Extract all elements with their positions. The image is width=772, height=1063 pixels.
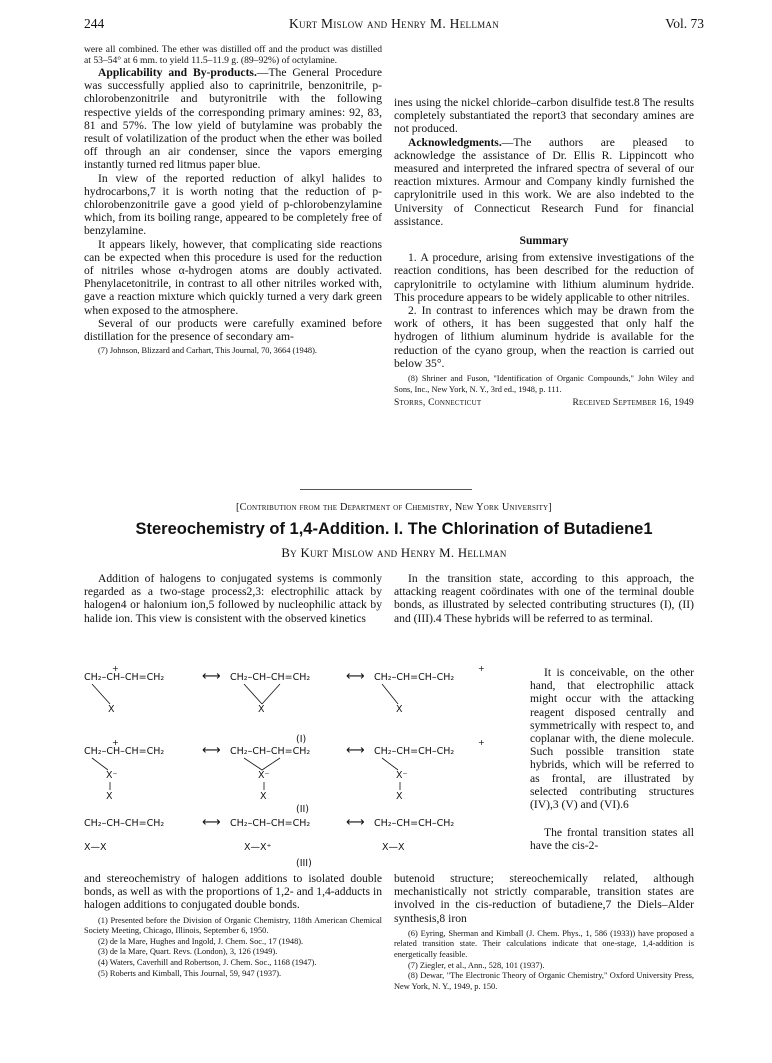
- halogen-pair-3: X—X: [382, 842, 405, 853]
- applicability-text: —The General Procedure was successfully applied also to caprinitrile, benzonitrile, p-chlorobenzonitrile and butyronitrile with the following respective yields of the corresponding primary amines: 92, 83, 81 and 57%. The low yield of butylamine was probably the result of volatilization of the product when the ether was boiled off through an air condenser, since the vapors emerging instantly turned red litmus paper blue.: [84, 66, 382, 172]
- resonance-scheme: [84, 666, 524, 842]
- acknowledgments-paragraph: [394, 136, 694, 228]
- frontal-continued: [530, 826, 694, 852]
- structure-I-2: CH₂–CH–CH=CH₂: [230, 672, 311, 683]
- bottom-right-column: [394, 872, 694, 992]
- summary-point-2: 2. In contrast to inferences which may be drawn from the work of others, it has been suggested that only half the hydrogen of lithium aluminum hydride is available for the reduction of the cyano group, when the reaction is carried out below 35°.: [394, 304, 694, 370]
- halogen-X: X: [84, 842, 91, 853]
- charge-plus: +: [478, 738, 485, 747]
- halogen-X: X: [260, 791, 267, 802]
- structure-III-2: CH₂–CH–CH=CH₂: [230, 818, 311, 829]
- structure-II-1: CH₂–CH–CH=CH₂: [84, 746, 165, 757]
- volume-label: Vol. 73: [665, 16, 704, 31]
- structure-I-1: CH₂–CH–CH=CH₂: [84, 672, 165, 683]
- secondary-amines-paragraph: Several of our products were carefully examined before distillation for the presence of secondary am-: [84, 316, 382, 344]
- halogen-X: X: [106, 791, 113, 802]
- butenoid-paragraph: butenoid structure; stereochemically related, although mechanistically not strictly comparable, transition states are involved in the cis-reduction of butadiene,7 the Diels–Alder synthesis,8 iron: [394, 872, 694, 925]
- structure-I-3: CH₂–CH=CH–CH₂: [374, 672, 455, 683]
- label-III: (III): [296, 858, 312, 869]
- side-reactions-paragraph: It appears likely, however, that complicating side reactions can be expected when this procedure is used for the reduction of nitriles whose α-hydrogen atoms are doubly activated. Phenylacetonitrile, in contrast to all other nitriles worked with, gave a reaction mixture which quickly turned a very dark green when exposed to the atmosphere.: [84, 237, 382, 317]
- halide-X-minus: X⁻: [106, 770, 118, 781]
- halogen-X: X: [100, 842, 107, 853]
- intro-left-paragraph: Addition of halogens to conjugated systems is commonly regarded as a two-stage process2,3: electrophilic attack by halogen4 or halonium ion,5 followed by nucleophilic attack by halide ion. This view is consistent with the observed kinetics: [84, 572, 382, 625]
- halogen-X-plus: X⁺: [260, 842, 272, 853]
- charge-plus: +: [478, 666, 485, 673]
- frontal-paragraph: It is conceivable, on the other hand, that electrophilic attack might occur with the attacking reagent disposed centrally and symmetrically with respect to, and coplanar with, the diene molecule. Such possible transition state hybrids, which will be referred to as frontal, are illustrated by selected contributing structures (IV),3 (V) and (VI).6: [530, 666, 694, 812]
- frontal-cis-paragraph: The frontal transition states all have the cis-2-: [530, 826, 694, 853]
- footnotes-left: [84, 916, 382, 980]
- charge-plus: +: [112, 738, 119, 747]
- signature-line: [394, 397, 694, 410]
- halide-X-minus: X⁻: [396, 770, 408, 781]
- acknowledgments-text: —The authors are pleased to acknowledge the assistance of Dr. Ellis R. Lippincott who measured and interpreted the infrared spectra of several of our reaction mixtures. Armour and Company kindly furnished the caprylonitrile used in this work. We are also indebted to the University of Connecticut Research Fund for financial assistance.: [394, 135, 694, 228]
- charge-plus: +: [112, 666, 119, 673]
- resonance-arrow: ⟷: [346, 815, 365, 830]
- place: Storrs, Connecticut: [394, 398, 482, 409]
- footnote-8b: (8) Dewar, "The Electronic Theory of Organic Chemistry," Oxford University Press, New York, N. Y., 1949, p. 150.: [394, 971, 694, 991]
- received-date: Received September 16, 1949: [572, 398, 694, 409]
- footnote-8: (8) Shriner and Fuson, "Identification of Organic Compounds," John Wiley and Sons, Inc., New York, N. Y., 3rd ed., 1948, p. 111.: [394, 374, 694, 394]
- halogen-pair-2: X—X⁺: [244, 842, 272, 853]
- footnote-3: (3) de la Mare, Quart. Revs. (London), 3, 126 (1949).: [98, 947, 278, 957]
- footnote-1: (1) Presented before the Division of Organic Chemistry, 118th American Chemical Society Meeting, Chicago, Illinois, September 6, 1950.: [84, 915, 382, 936]
- halogen-X: X: [244, 842, 251, 853]
- byline: By Kurt Mislow and Henry M. Hellman: [281, 546, 507, 560]
- top-right-column: [394, 96, 694, 410]
- halogen-X: X: [396, 791, 403, 802]
- article-title: Stereochemistry of 1,4-Addition. I. The Chlorination of Butadiene1: [135, 520, 653, 538]
- resonance-arrow: ⟷: [202, 743, 221, 758]
- intro-left: [84, 572, 382, 625]
- structure-II-2: CH₂–CH–CH=CH₂: [230, 746, 311, 757]
- resonance-arrow: ⟷: [346, 743, 365, 758]
- footnote-5: (5) Roberts and Kimball, This Journal, 59, 947 (1937).: [98, 968, 282, 978]
- applicability-heading: Applicability and By-products.: [98, 66, 257, 79]
- frontal-side-text: [530, 666, 694, 811]
- top-left-column: [84, 44, 382, 357]
- alkyl-halides-paragraph: In view of the reported reduction of alkyl halides to hydrocarbons,7 it is worth noting that the reduction of p-chlorobenzonitrile gave a good yield of p-chlorobenzylamine which, from its boiling range, appeared to be completely free of benzylamine.: [84, 171, 382, 238]
- label-II: (II): [296, 804, 310, 815]
- intro-right-paragraph: In the transition state, according to this approach, the attacking reagent coördinates with one of the terminal double bonds, as illustrated by selected contributing structures (I), (II) and (III).4 These hybrids will be referred to as terminal.: [394, 572, 694, 625]
- halogen-X: X: [396, 704, 403, 715]
- scheme-row-III-lower: [84, 842, 524, 872]
- structure-II-3: CH₂–CH=CH–CH₂: [374, 746, 455, 757]
- halogen-X: X: [398, 842, 405, 853]
- footnote-6: (6) Eyring, Sherman and Kimball (J. Chem. Phys., 1, 586 (1933)) have proposed a related transition state. Their calculations indicate that one-stage, 1,4-addition is energetically feasible.: [394, 928, 694, 959]
- page-number: 244: [84, 16, 105, 31]
- halogen-X: X: [258, 704, 265, 715]
- structure-III-1: CH₂–CH–CH=CH₂: [84, 818, 165, 829]
- test-paragraph: ines using the nickel chloride–carbon disulfide test.8 The results completely substantiated the report3 that secondary amines are not produced.: [394, 96, 694, 136]
- halogen-X: X: [382, 842, 389, 853]
- ether-paragraph: were all combined. The ether was distilled off and the product was distilled at 53–54° at 6 mm. to yield 11.5–11.9 g. (89–92%) of octylamine.: [84, 44, 382, 66]
- halide-X-minus: X⁻: [258, 770, 270, 781]
- resonance-arrow: ⟷: [202, 669, 221, 684]
- summary-heading: Summary: [519, 234, 569, 248]
- footnote-2: (2) de la Mare, Hughes and Ingold, J. Chem. Soc., 17 (1948).: [98, 936, 304, 946]
- contribution-line: [Contribution from the Department of Chemistry, New York University]: [236, 502, 552, 513]
- resonance-arrow: ⟷: [202, 815, 221, 830]
- running-header: [84, 16, 704, 34]
- applicability-paragraph: [84, 66, 382, 172]
- bottom-left-column: [84, 872, 382, 979]
- structure-III-3: CH₂–CH=CH–CH₂: [374, 818, 455, 829]
- running-authors: Kurt Mislow and Henry M. Hellman: [288, 16, 500, 31]
- section-divider: [300, 489, 472, 490]
- footnotes-right: [394, 929, 694, 993]
- halogen-X: X: [108, 704, 115, 715]
- footnote-7b: (7) Ziegler, et al., Ann., 528, 101 (1937).: [408, 960, 545, 970]
- footnote-7: (7) Johnson, Blizzard and Carhart, This Journal, 70, 3664 (1948).: [98, 346, 317, 356]
- intro-right: [394, 572, 694, 625]
- label-I: (I): [296, 734, 307, 745]
- kinetics-paragraph: and stereochemistry of halogen additions to isolated double bonds, as well as with the proportions of 1,2- and 1,4-adducts in halogen additions to conjugated double bonds.: [84, 872, 382, 912]
- acknowledgments-heading: Acknowledgments.: [408, 135, 502, 149]
- resonance-arrow: ⟷: [346, 669, 365, 684]
- summary-point-1: 1. A procedure, arising from extensive investigations of the reaction conditions, has been described for the reduction of caprylonitrile to octylamine with lithium aluminum hydride. This procedure appears to be widely applicable to other nitriles.: [394, 251, 694, 304]
- footnote-4: (4) Waters, Caverhill and Robertson, J. Chem. Soc., 1168 (1947).: [98, 957, 317, 967]
- halogen-pair-1: X—X: [84, 842, 107, 853]
